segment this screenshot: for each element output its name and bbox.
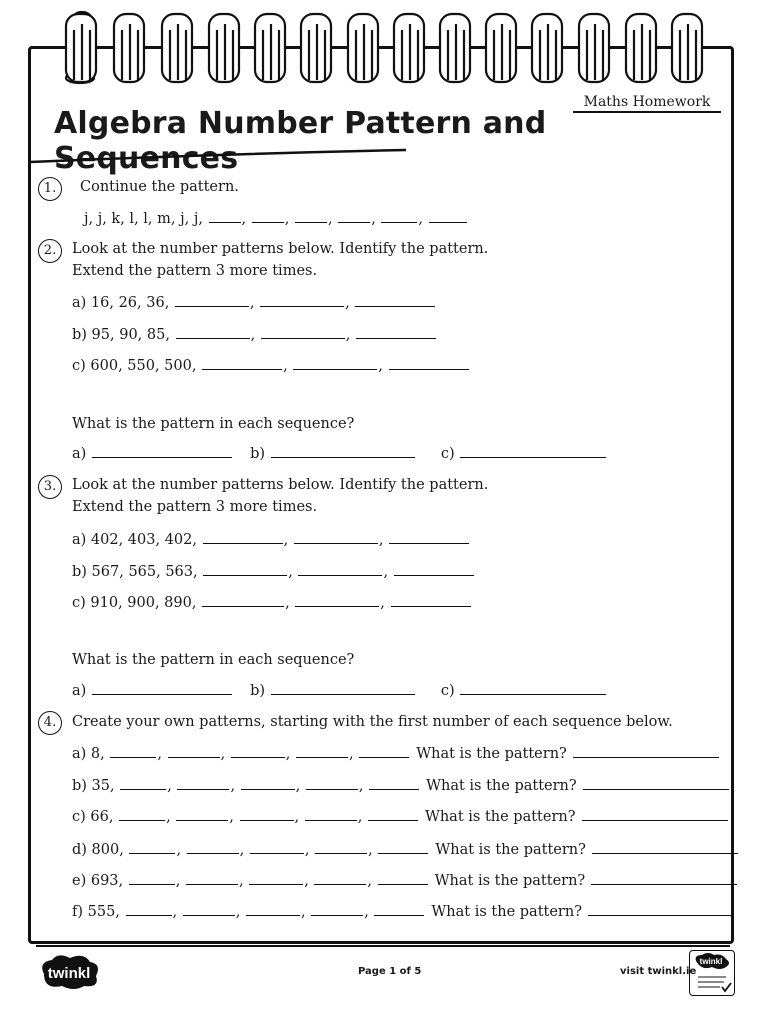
- answer-blank[interactable]: [186, 872, 238, 885]
- answer-blank[interactable]: [295, 210, 327, 223]
- answer-blank[interactable]: [110, 745, 156, 758]
- website-link[interactable]: visit twinkl.ie: [620, 966, 697, 977]
- question-2-row-c: c) 600, 550, 500, , ,: [72, 357, 470, 374]
- question-2-answers-row: [72, 445, 607, 462]
- spiral-rings-icon: [0, 0, 768, 90]
- footer-divider: [36, 945, 730, 947]
- answer-blank[interactable]: [92, 682, 232, 695]
- sequence-start-label: c) 66,: [72, 809, 114, 825]
- pattern-answer-blank[interactable]: [573, 745, 719, 758]
- answer-blank[interactable]: [315, 841, 367, 854]
- answer-label-b: b): [250, 446, 266, 462]
- answer-blank[interactable]: [305, 808, 357, 821]
- pattern-answer-blank[interactable]: [592, 841, 738, 854]
- question-3-number: 3.: [38, 475, 62, 499]
- question-3-answers-row: [72, 682, 607, 699]
- sequence-start-label: f) 555,: [72, 904, 120, 920]
- svg-text:twinkl: twinkl: [699, 957, 723, 966]
- answer-blank[interactable]: [202, 357, 282, 370]
- sequence-start-label: a) 8,: [72, 746, 105, 762]
- answer-blank[interactable]: [241, 777, 295, 790]
- answer-blank[interactable]: [231, 745, 285, 758]
- question-2-row-b: b) 95, 90, 85, , ,: [72, 326, 437, 343]
- answer-blank[interactable]: [295, 594, 379, 607]
- pattern-question-label: What is the pattern?: [431, 904, 582, 920]
- answer-blank[interactable]: [252, 210, 284, 223]
- twinkl-logo: [36, 952, 102, 992]
- answer-blank[interactable]: [126, 903, 172, 916]
- answer-label-a: a): [72, 683, 87, 699]
- answer-blank[interactable]: [250, 841, 304, 854]
- question-3-pattern-question: What is the pattern in each sequence?: [72, 652, 355, 668]
- answer-label-b: b): [250, 683, 266, 699]
- question-4-row: d) 800, , , , , What is the pattern?: [72, 841, 739, 858]
- question-3-line-2: Extend the pattern 3 more times.: [72, 499, 318, 515]
- answer-blank[interactable]: [381, 210, 417, 223]
- answer-blank[interactable]: [296, 745, 348, 758]
- answer-blank[interactable]: [271, 682, 415, 695]
- sequence-start-label: e) 693,: [72, 873, 124, 889]
- sequence-label: a) 16, 26, 36,: [72, 295, 170, 311]
- answer-blank[interactable]: [311, 903, 363, 916]
- answer-blank[interactable]: [429, 210, 467, 223]
- answer-blank[interactable]: [203, 563, 287, 576]
- pattern-question-label: What is the pattern?: [435, 842, 586, 858]
- pattern-question-label: What is the pattern?: [426, 778, 577, 794]
- sequence-label: c) 910, 900, 890,: [72, 595, 197, 611]
- answer-blank[interactable]: [389, 531, 469, 544]
- answer-blank[interactable]: [359, 745, 409, 758]
- question-2-pattern-question: What is the pattern in each sequence?: [72, 416, 355, 432]
- answer-blank[interactable]: [249, 872, 303, 885]
- page-title: Algebra Number Pattern and Sequences: [54, 106, 547, 176]
- answer-blank[interactable]: [209, 210, 241, 223]
- answer-blank[interactable]: [460, 682, 606, 695]
- sequence-label: a) 402, 403, 402,: [72, 532, 197, 548]
- answer-label-c: c): [440, 446, 455, 462]
- answer-blank[interactable]: [293, 357, 377, 370]
- sequence-label: b) 567, 565, 563,: [72, 564, 198, 580]
- question-2-number: 2.: [38, 239, 62, 263]
- pattern-answer-blank[interactable]: [583, 777, 729, 790]
- pattern-answer-blank[interactable]: [582, 808, 728, 821]
- question-4-row: f) 555, , , , , What is the pattern?: [72, 903, 735, 920]
- question-1-sequence: j, j, k, l, l, m, j, j,: [84, 211, 203, 227]
- answer-blank[interactable]: [92, 445, 232, 458]
- answer-blank[interactable]: [175, 294, 249, 307]
- answer-blank[interactable]: [261, 326, 345, 339]
- answer-blank[interactable]: [246, 903, 300, 916]
- answer-blank[interactable]: [187, 841, 239, 854]
- answer-blank[interactable]: [202, 594, 284, 607]
- answer-label-a: a): [72, 446, 87, 462]
- answer-blank[interactable]: [294, 531, 378, 544]
- answer-blank[interactable]: [314, 872, 366, 885]
- answer-blank[interactable]: [129, 841, 175, 854]
- question-1-number: 1.: [38, 177, 62, 201]
- answer-label-c: c): [440, 683, 455, 699]
- answer-blank[interactable]: [378, 872, 428, 885]
- title-underline: [30, 148, 410, 166]
- answer-blank[interactable]: [338, 210, 370, 223]
- svg-text:twinkl: twinkl: [47, 965, 91, 982]
- pattern-answer-blank[interactable]: [588, 903, 734, 916]
- question-2-line-2: Extend the pattern 3 more times.: [72, 263, 318, 279]
- answer-blank[interactable]: [356, 326, 436, 339]
- sequence-label: b) 95, 90, 85,: [72, 327, 170, 343]
- question-3-row-b: b) 567, 565, 563, , ,: [72, 563, 475, 580]
- page-number: Page 1 of 5: [358, 966, 422, 977]
- question-3-line-1: Look at the number patterns below. Identify the pattern.: [72, 477, 489, 493]
- answer-blank[interactable]: [271, 445, 415, 458]
- question-3-row-a: a) 402, 403, 402, , ,: [72, 531, 470, 548]
- answer-blank[interactable]: [355, 294, 435, 307]
- answer-blank[interactable]: [176, 808, 228, 821]
- question-2-line-1: Look at the number patterns below. Identify the pattern.: [72, 241, 489, 257]
- answer-blank[interactable]: [374, 903, 424, 916]
- maths-homework-tag: Maths Homework: [573, 94, 721, 113]
- question-4-row: e) 693, , , , , What is the pattern?: [72, 872, 738, 889]
- question-4-row: b) 35, , , , , What is the pattern?: [72, 777, 730, 794]
- pattern-question-label: What is the pattern?: [434, 873, 586, 889]
- question-2-row-a: a) 16, 26, 36, , ,: [72, 294, 436, 311]
- question-4-prompt: Create your own patterns, starting with the first number of each sequence below.: [72, 714, 673, 730]
- answer-blank[interactable]: [120, 777, 166, 790]
- answer-blank[interactable]: [119, 808, 165, 821]
- answer-blank[interactable]: [183, 903, 235, 916]
- pattern-question-label: What is the pattern?: [424, 809, 576, 825]
- answer-blank[interactable]: [203, 531, 283, 544]
- sequence-start-label: d) 800,: [72, 842, 124, 858]
- answer-blank[interactable]: [298, 563, 382, 576]
- answer-blank[interactable]: [176, 326, 250, 339]
- answer-blank[interactable]: [369, 777, 419, 790]
- question-3-row-c: c) 910, 900, 890, , ,: [72, 594, 472, 611]
- answer-blank[interactable]: [368, 808, 418, 821]
- answer-blank[interactable]: [177, 777, 229, 790]
- pattern-answer-blank[interactable]: [591, 872, 737, 885]
- answer-blank[interactable]: [168, 745, 220, 758]
- answer-blank[interactable]: [460, 445, 606, 458]
- quality-badge-icon: [689, 950, 735, 996]
- answer-blank[interactable]: [391, 594, 471, 607]
- question-4-row: a) 8, , , , , What is the pattern?: [72, 745, 720, 762]
- answer-blank[interactable]: [129, 872, 175, 885]
- question-1-prompt: Continue the pattern.: [80, 179, 239, 195]
- pattern-question-label: What is the pattern?: [416, 746, 567, 762]
- answer-blank[interactable]: [260, 294, 344, 307]
- answer-blank[interactable]: [394, 563, 474, 576]
- sequence-start-label: b) 35,: [72, 778, 115, 794]
- question-4-row: c) 66, , , , , What is the pattern?: [72, 808, 729, 825]
- question-4-number: 4.: [38, 711, 62, 735]
- answer-blank[interactable]: [378, 841, 428, 854]
- answer-blank[interactable]: [240, 808, 294, 821]
- question-1-sequence-row: j, j, k, l, l, m, j, j, , , , , ,: [84, 210, 468, 227]
- answer-blank[interactable]: [306, 777, 358, 790]
- sequence-label: c) 600, 550, 500,: [72, 358, 197, 374]
- answer-blank[interactable]: [389, 357, 469, 370]
